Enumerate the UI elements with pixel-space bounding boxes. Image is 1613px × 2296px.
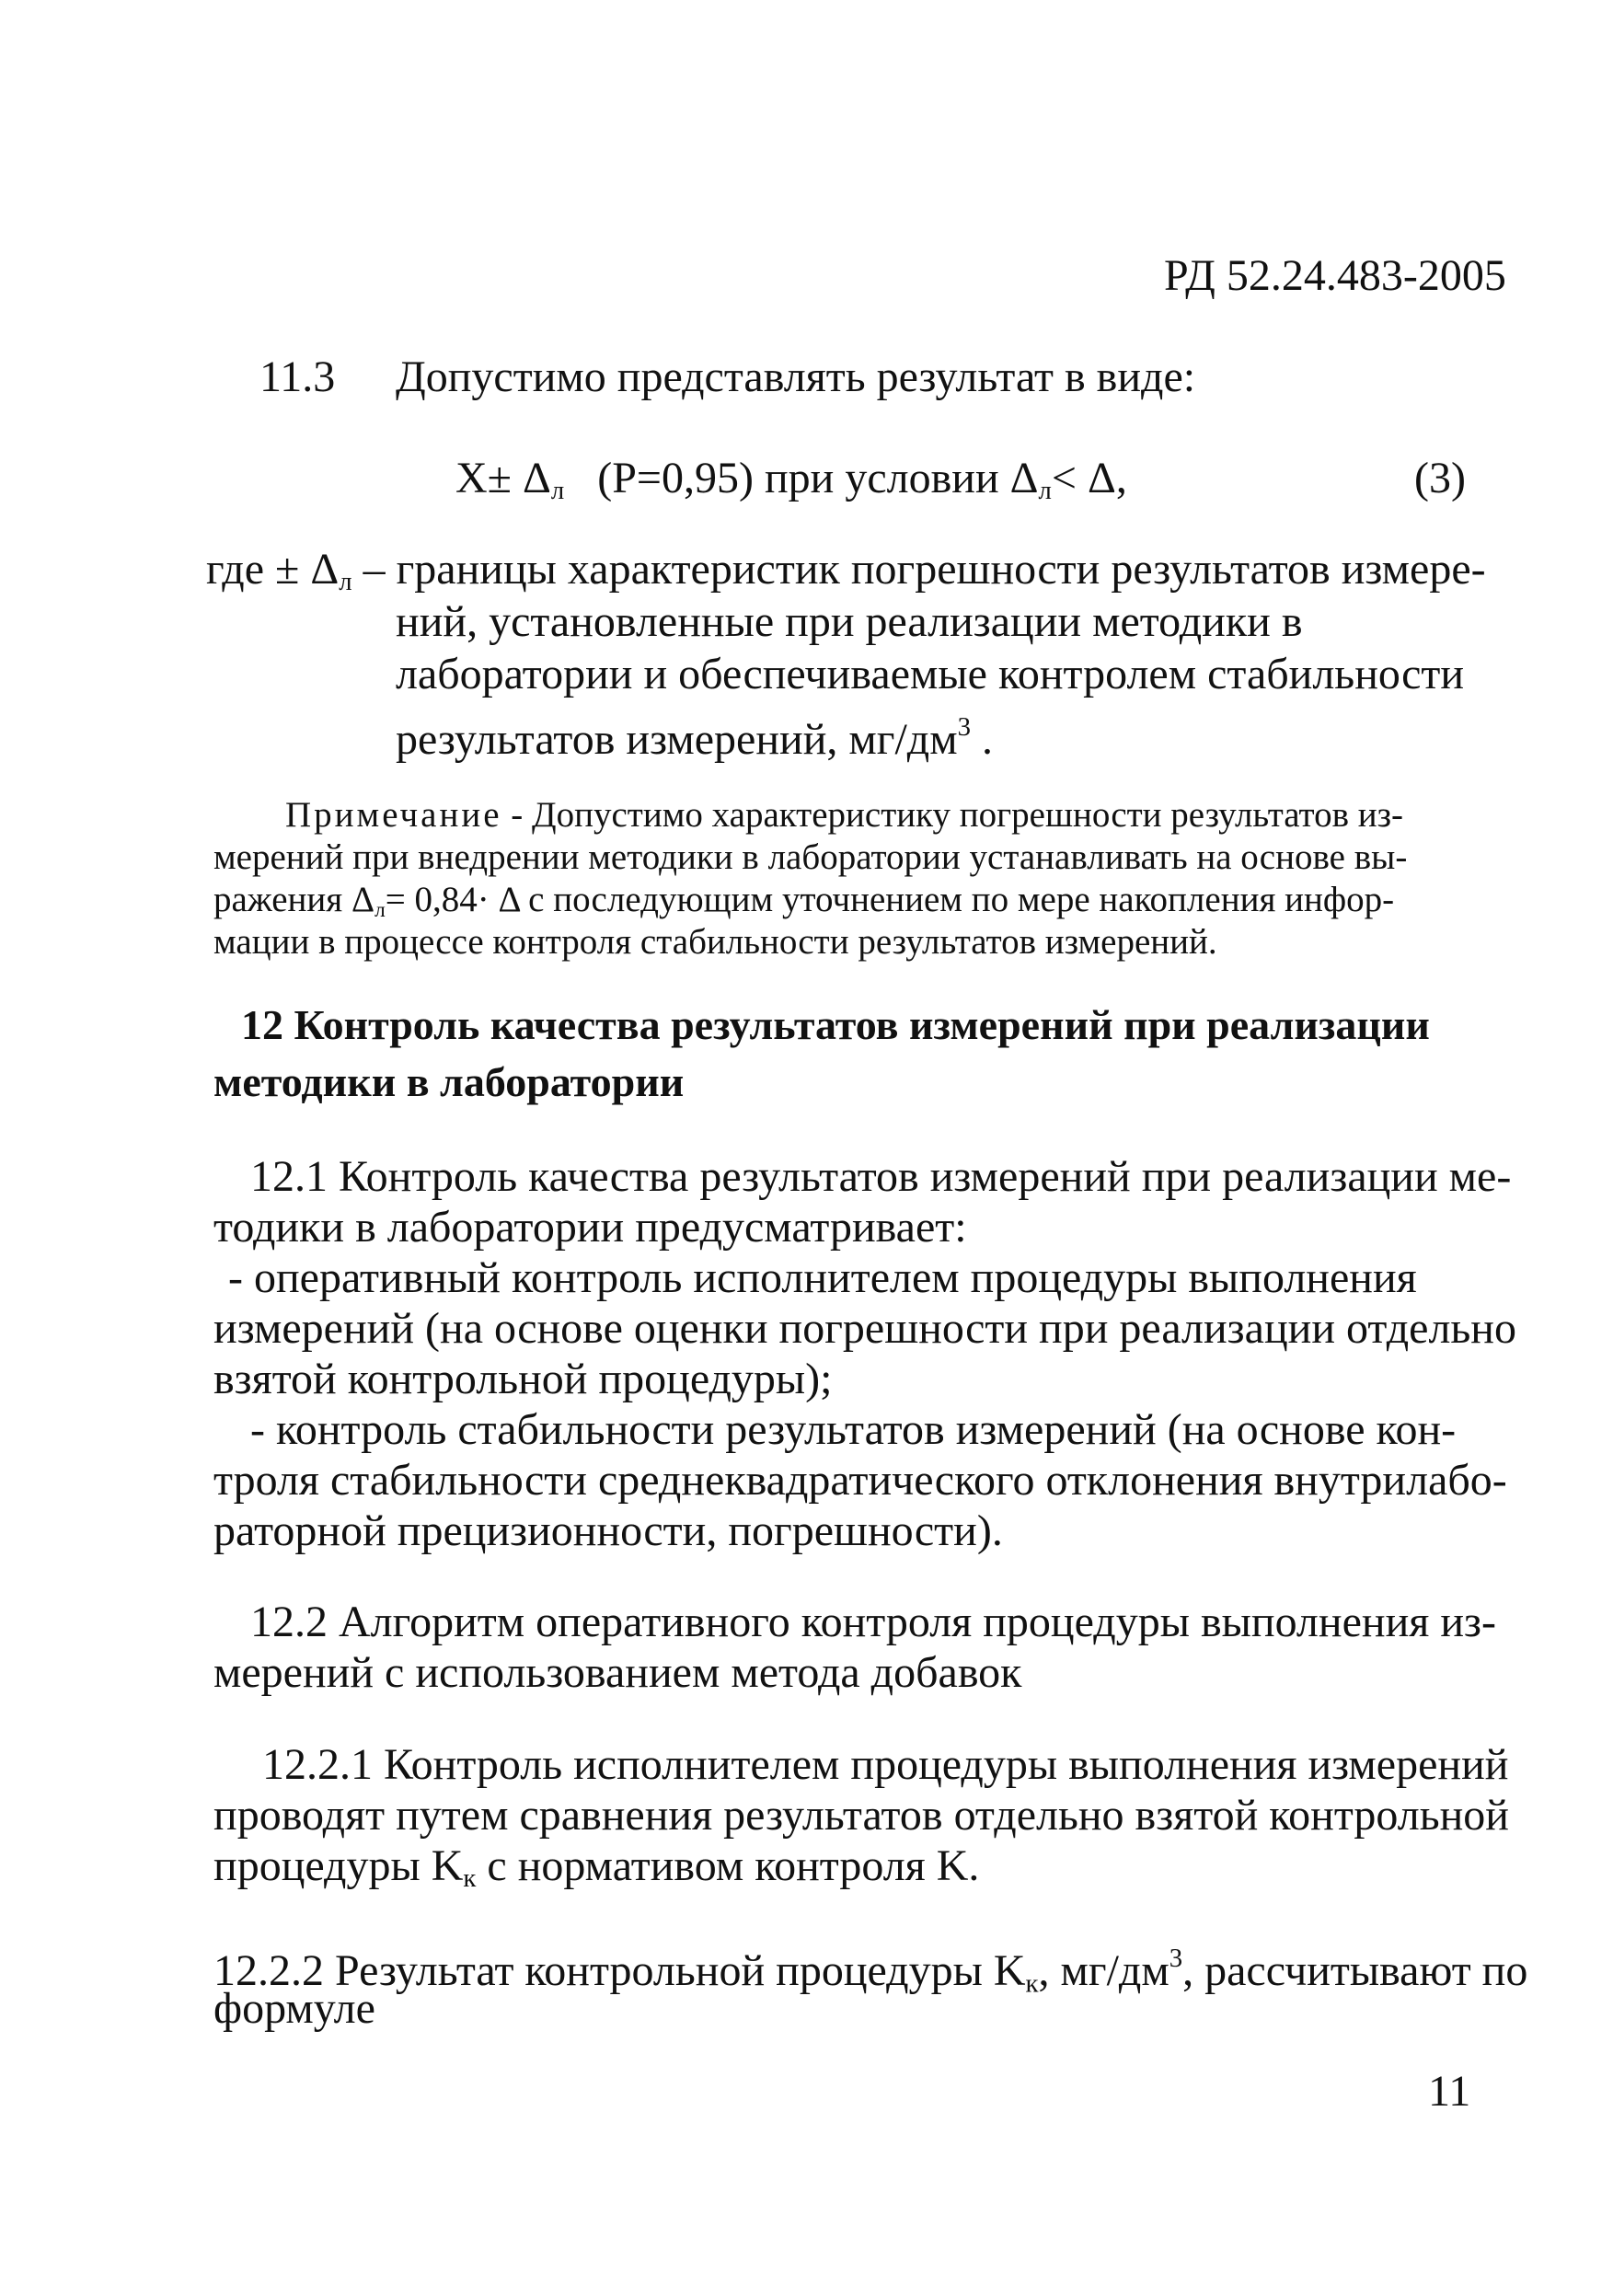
p12-2-1-line-1: 12.2.1 Контроль исполнителем процедуры выполнения измерений — [262, 1740, 1509, 1789]
p12-2-2-line-1 — [213, 1934, 1527, 2007]
formula-subscript-l: л — [550, 476, 565, 506]
where-line-4-end: . — [971, 715, 993, 765]
p12-2-1-line-3-pre: процедуры K — [213, 1841, 464, 1890]
p12-2-2-line-1-post: , рассчитывают по — [1182, 1946, 1528, 1996]
p12-2-1-line-3-post: с нормативом контроля K. — [476, 1841, 980, 1890]
note-label: Примечание — [285, 795, 502, 835]
where-line-4 — [396, 703, 993, 764]
p12-2-2-line-1-mid: , мг/дм — [1038, 1946, 1169, 1996]
bullet-2-line-3: раторной прецизионности, погрешности). — [213, 1506, 1003, 1555]
formula-number: (3) — [1414, 454, 1466, 502]
p12-1-line-1: 12.1 Контроль качества результатов измерений при реализации ме- — [250, 1152, 1512, 1201]
where-line-1-rest: – границы характеристик погрешности результатов измере- — [351, 545, 1486, 594]
bullet-2-line-2: троля стабильности среднеквадратического отклонения внутрилабо- — [213, 1456, 1507, 1505]
section-12-heading-line-2: методики в лаборатории — [213, 1058, 685, 1105]
bullet-1-line-3: взятой контрольной процедуры); — [213, 1355, 833, 1403]
where-line-4-text: результатов измерений, мг/дм — [396, 715, 958, 765]
bullet-1-line-2: измерений (на основе оценки погрешности при реализации отдельно — [213, 1304, 1516, 1353]
p12-2-1-line-2: проводят путем сравнения результатов отдельно взятой контрольной — [213, 1791, 1509, 1840]
p12-2-1-line-3 — [213, 1842, 979, 1902]
where-line-2: ний, установленные при реализации методики в — [396, 597, 1303, 646]
p12-2-2-subscript: к — [1025, 1968, 1039, 1999]
section-11-3-text: Допустимо представлять результат в виде: — [396, 352, 1196, 401]
note-line-1 — [285, 793, 1403, 836]
p12-2-2-superscript: 3 — [1169, 1944, 1183, 1973]
note-line-3-post: = 0,84· Δ с последующим уточнением по мере накопления инфор- — [385, 880, 1395, 919]
p12-2-line-2: мерений с использованием метода добавок — [213, 1648, 1022, 1697]
note-line-1-rest: - Допустимо характеристику погрешности результатов из- — [501, 795, 1404, 835]
section-12-heading-line-1: 12 Контроль качества результатов измерений при реализации — [241, 1001, 1430, 1048]
note-line-4: мации в процессе контроля стабильности результатов измерений. — [213, 922, 1217, 962]
p12-2-2-line-2: формуле — [213, 1984, 375, 2033]
p12-2-line-1: 12.2 Алгоритм оперативного контроля процедуры выполнения из- — [250, 1598, 1496, 1646]
where-line-3: лаборатории и обеспечиваемые контролем стабильности — [396, 650, 1465, 698]
formula-condition-end: < Δ, — [1051, 454, 1127, 502]
bullet-2-line-1: - контроль стабильности результатов измерений (на основе кон- — [250, 1405, 1457, 1454]
where-lead-subscript: л — [339, 567, 352, 597]
formula-3 — [455, 453, 1127, 506]
p12-2-2-line-1-pre: 12.2.2 Результат контрольной процедуры K — [213, 1946, 1026, 1996]
bullet-1-line-1: - оперативный контроль исполнителем процедуры выполнения — [228, 1253, 1417, 1302]
p12-2-1-subscript: к — [463, 1863, 477, 1894]
where-line-4-superscript: 3 — [957, 712, 971, 742]
where-lead: где ± Δ — [206, 545, 340, 594]
formula-x-pm: X± Δ — [455, 454, 551, 502]
formula-condition: (P=0,95) при условии Δ — [597, 454, 1039, 502]
note-line-3-subscript: л — [374, 897, 386, 922]
note-line-3-pre: ражения Δ — [213, 880, 375, 919]
p12-1-line-2: тодики в лаборатории предусматривает: — [213, 1203, 967, 1252]
document-code: РД 52.24.483-2005 — [1164, 251, 1506, 300]
page-number: 11 — [1428, 2067, 1471, 2116]
formula-subscript-l-2: л — [1038, 476, 1052, 506]
note-line-2: мерений при внедрении методики в лаборатории устанавливать на основе вы- — [213, 837, 1408, 877]
section-number-11-3: 11.3 — [259, 352, 336, 401]
